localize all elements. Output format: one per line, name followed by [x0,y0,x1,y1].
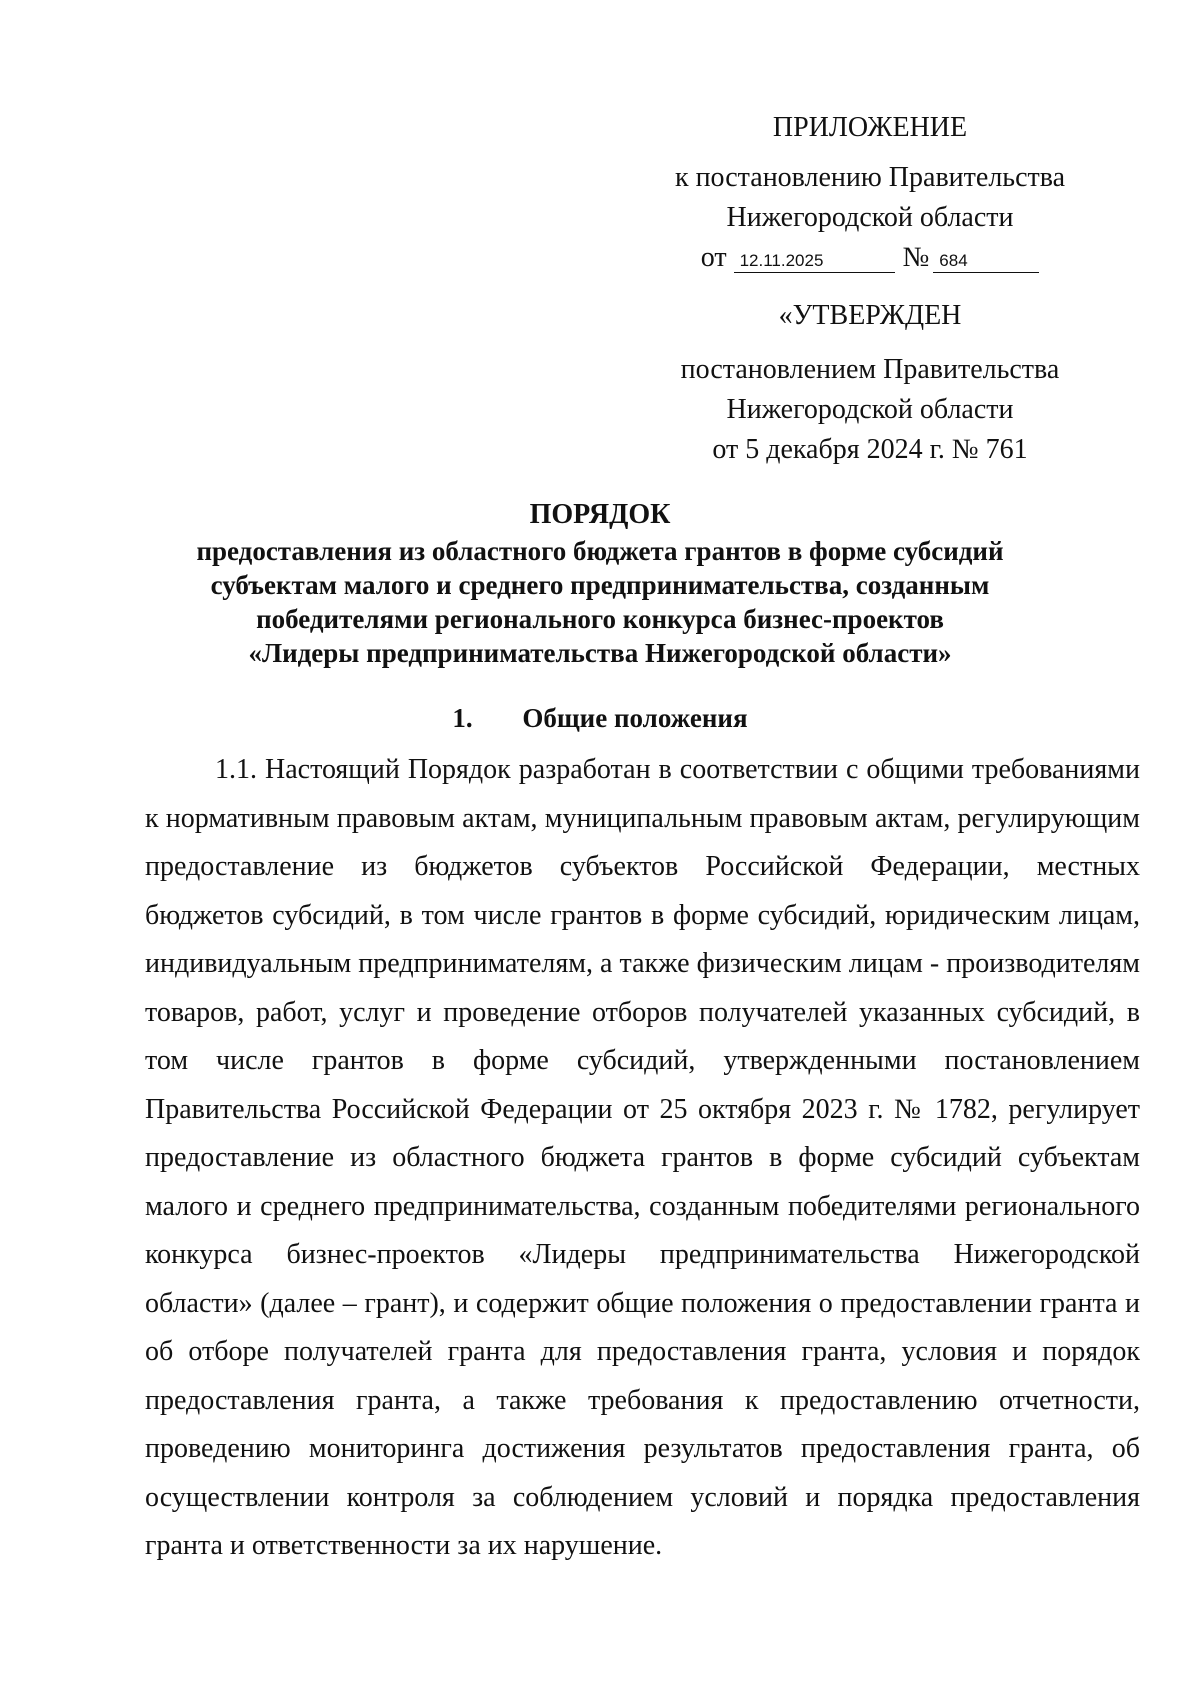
approved-by-line1: постановлением Правительства [680,354,1060,385]
section-title: Общие положения [522,703,748,733]
title-line1: предоставления из областного бюджета грантов в форме субсидий [196,536,1004,566]
title-line3: победителями регионального конкурса бизнес-проектов [256,604,944,634]
resolution-reference-line1: к постановлению Правительства [674,162,1066,193]
resolution-number-field: 684 [933,250,1039,273]
approved-label: «УТВЕРЖДЕН [778,300,962,331]
section-heading [130,700,1070,736]
section-number: 1. [452,703,473,733]
resolution-date-number-line [600,238,1140,278]
resolution-date-field: 12.11.2025 [734,250,895,273]
document-title [130,498,1070,670]
appendix-header [600,108,1140,470]
title-main: ПОРЯДОК [529,499,671,530]
number-label: № [902,242,930,273]
title-line4: «Лидеры предпринимательства Нижегородской области» [248,638,952,668]
resolution-reference-line2: Нижегородской области [726,202,1014,233]
from-label: от [700,242,727,273]
paragraph-1-1: 1.1. Настоящий Порядок разработан в соответствии с общими требованиями к нормативным правовым актам, муниципальным правовым актам, регулирующим предоставление из бюджетов субъектов Российской Федерации, местных бюджетов субсидий, в том числе грантов в форме субсидий, юридическим лицам, индивидуальным предпринимателям, а также физическим лицам - производителям товаров, работ, услуг и проведение отборов получателей указанных субсидий, в том числе грантов в форме субсидий, утвержденными постановлением Правительства Российской Федерации от 25 октября 2023 г. № 1782, регулирует предоставление из областного бюджета грантов в форме субсидий субъектам малого и среднего предпринимательства, созданным победителями регионального конкурса бизнес-проектов «Лидеры предпринимательства Нижегородской области» (далее – грант), и содержит общие положения о предоставлении гранта и об отборе получателей гранта для предоставления гранта, условия и порядок предоставления гранта, а также требования к предоставлению отчетности, проведению мониторинга достижения результатов предоставления гранта, об осуществлении контроля за соблюдением условий и порядка предоставления гранта и ответственности за их нарушение. [145,754,1140,1561]
title-line2: субъектам малого и среднего предпринимательства, созданным [210,570,990,600]
approved-by-line3: от 5 декабря 2024 г. № 761 [712,434,1028,465]
appendix-label: ПРИЛОЖЕНИЕ [772,112,968,143]
approved-by-line2: Нижегородской области [726,394,1014,425]
